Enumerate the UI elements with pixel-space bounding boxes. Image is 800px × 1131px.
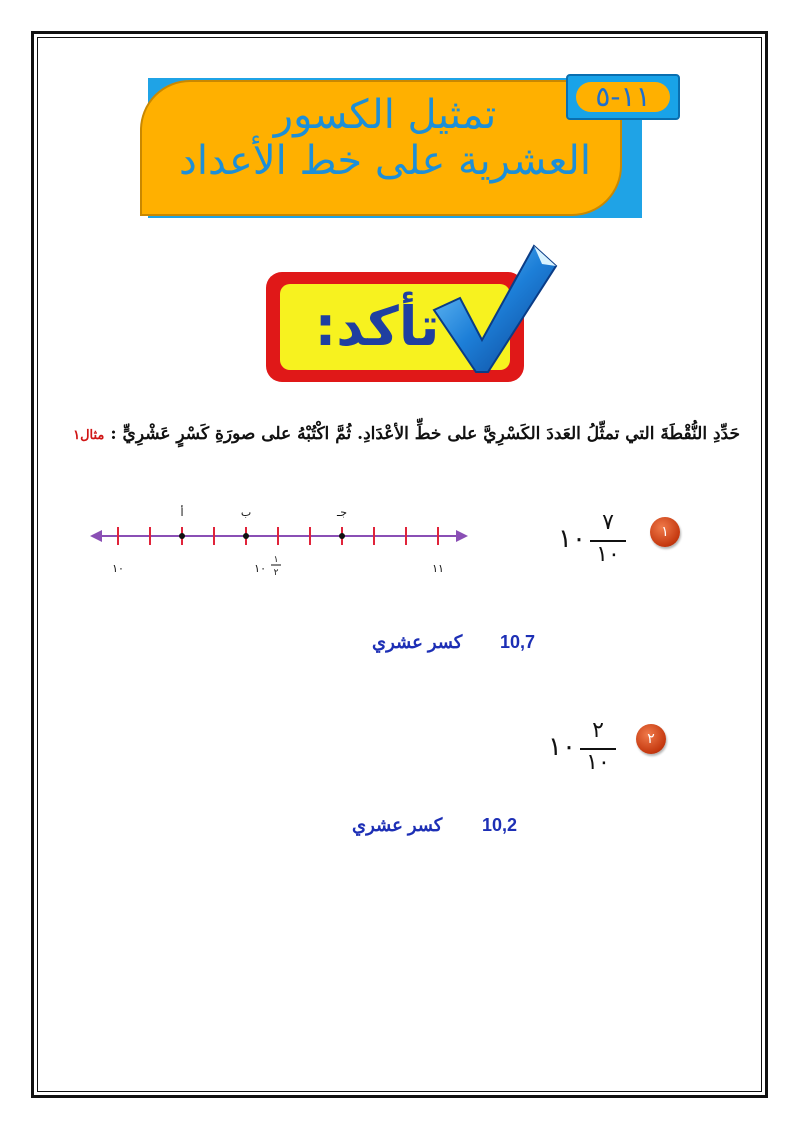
- lesson-number: ١١-٥: [576, 82, 670, 112]
- problem-1-whole: ١٠: [558, 524, 586, 554]
- problem-2-numerator: ٢: [592, 718, 604, 743]
- problem-2-number: ٢: [636, 724, 666, 754]
- lesson-title-line2: العشرية على خط الأعداد: [179, 138, 591, 184]
- confirm-label: تأكد:: [314, 295, 440, 358]
- left-arrow-icon: [90, 530, 102, 542]
- instruction-text: حَدِّدِ النُّقْطَةَ التي تمثِّلُ العَددَ الكَسْرِيَّ على خطِّ الأعْدَادِ. ثُمَّ اكْتُبْهُ على صورَةِ كَسْرٍ عَشْرِيٍّ :: [110, 424, 740, 444]
- problem-1-answer-value: 10,7: [500, 632, 536, 652]
- lesson-title: [150, 92, 620, 184]
- instruction: [60, 424, 740, 444]
- problem-2-mixed-number: [548, 718, 618, 778]
- mid-label-denominator: ٢: [273, 568, 279, 578]
- end-label: ١١: [432, 562, 444, 575]
- point-b-dot: [243, 533, 249, 539]
- problem-2-whole: ١٠: [548, 732, 576, 762]
- point-b-label: ب: [240, 506, 252, 519]
- point-c-dot: [339, 533, 345, 539]
- problem-1-numerator: ٧: [602, 510, 614, 535]
- problem-1-mixed-number: [558, 510, 628, 570]
- lesson-number-badge: [566, 74, 680, 120]
- start-label: ١٠: [112, 562, 124, 575]
- problem-2-answer-label: كسر عشري: [352, 815, 443, 835]
- problem-2-denominator: ١٠: [586, 750, 610, 775]
- checkmark-icon: [430, 240, 560, 380]
- number-line: [86, 502, 476, 592]
- point-a-label: أ: [180, 506, 184, 519]
- problem-1-answer-label: كسر عشري: [372, 632, 463, 652]
- problem-1-denominator: ١٠: [596, 542, 620, 567]
- mid-label-whole: ١٠: [254, 562, 266, 575]
- mid-label-numerator: ١: [273, 555, 279, 565]
- problem-2-answer-value: 10,2: [482, 815, 518, 835]
- problem-1-number: ١: [650, 517, 680, 547]
- example-reference: مثال١: [73, 428, 105, 443]
- lesson-title-line1: تمثيل الكسور: [273, 92, 497, 138]
- right-arrow-icon: [456, 530, 468, 542]
- point-a-dot: [179, 533, 185, 539]
- point-c-label: جـ: [336, 506, 348, 519]
